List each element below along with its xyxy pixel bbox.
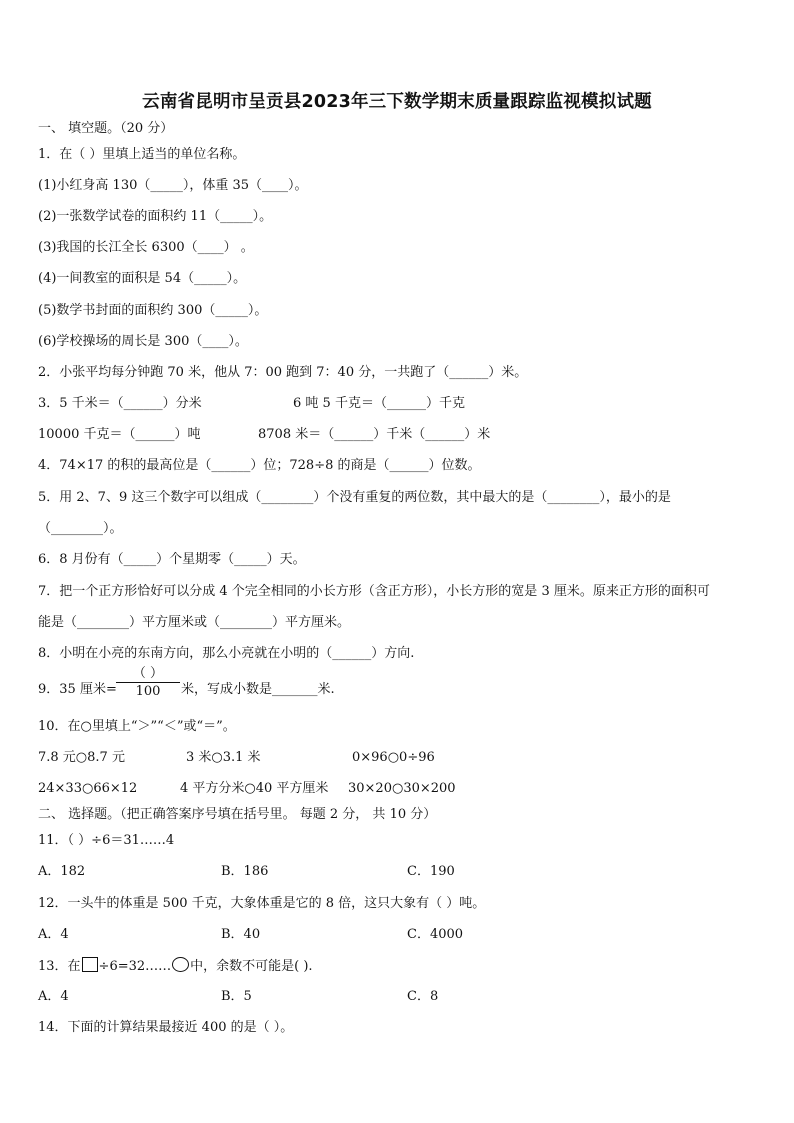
option-b: B．40	[221, 927, 261, 942]
section-2-heading: 二、 选择题。（把正确答案序号填在括号里。 每题 2 分， 共 10 分）	[38, 807, 437, 822]
question-3-part-a: 3．5 千米＝（______）分米	[38, 396, 202, 411]
compare-item: 0×96○0÷96	[352, 750, 435, 765]
option-a: A．182	[38, 864, 86, 879]
compare-item: 30×20○30×200	[348, 781, 456, 796]
blank-square-icon	[82, 957, 98, 972]
option-a: A．4	[38, 927, 69, 942]
option-b: B．5	[221, 989, 252, 1004]
compare-item: 7.8 元○8.7 元	[38, 750, 125, 765]
question-1-part-4: (4)一间教室的面积是 54（_____）。	[38, 271, 247, 286]
question-13-middle: ÷6=32……	[98, 959, 172, 974]
option-b: B．186	[221, 864, 269, 879]
question-3-part-d: 8708 米＝（______）千米（______）米	[258, 427, 491, 442]
question-3-part-c: 10000 千克＝（______）吨	[38, 427, 201, 442]
question-9-prefix: 9．35 厘米=	[38, 682, 117, 697]
question-4: 4．74×17 的积的最高位是（______）位；728÷8 的商是（______）位数。	[38, 458, 481, 473]
question-1-part-5: (5)数学书封面的面积约 300（_____）。	[38, 303, 268, 318]
question-14-stem: 14．下面的计算结果最接近 400 的是（ ）。	[38, 1020, 294, 1035]
question-5-line-2: （________）。	[38, 521, 123, 536]
question-6: 6．8 月份有（_____）个星期零（_____）天。	[38, 552, 306, 567]
question-7-line-1: 7．把一个正方形恰好可以分成 4 个完全相同的小长方形（含正方形），小长方形的宽是 3 厘米。原来正方形的面积可	[38, 584, 710, 599]
question-2: 2．小张平均每分钟跑 70 米，他从 7：00 跑到 7：40 分，一共跑了（______）米。	[38, 365, 528, 380]
question-11-stem: 11．（ ）÷6＝31……4	[38, 833, 175, 848]
question-13-suffix: 中，余数不可能是( ).	[190, 959, 313, 974]
fraction-denominator: 100	[116, 682, 180, 700]
question-13-stem	[38, 957, 313, 976]
question-1-stem: 1．在（ ）里填上适当的单位名称。	[38, 147, 246, 162]
blank-circle-icon	[172, 957, 189, 972]
page-title: 云南省昆明市呈贡县2023年三下数学期末质量跟踪监视模拟试题	[142, 92, 652, 112]
option-a: A．4	[38, 989, 69, 1004]
question-1-part-1: (1)小红身高 130（_____），体重 35（____）。	[38, 178, 308, 193]
question-13-prefix: 13．在	[38, 959, 81, 974]
question-9-fraction	[116, 666, 180, 700]
compare-item: 3 米○3.1 米	[186, 750, 261, 765]
question-12-stem: 12．一头牛的体重是 500 千克，大象体重是它的 8 倍，这只大象有（ ）吨。	[38, 896, 486, 911]
question-1-part-6: (6)学校操场的周长是 300（____）。	[38, 334, 248, 349]
question-5-line-1: 5．用 2、7、9 这三个数字可以组成（________）个没有重复的两位数，其中最大的是（________），最小的是	[38, 490, 671, 505]
question-8: 8．小明在小亮的东南方向，那么小亮就在小明的（______）方向.	[38, 646, 415, 661]
option-c: C．190	[407, 864, 455, 879]
question-1-part-2: (2)一张数学试卷的面积约 11（_____）。	[38, 209, 273, 224]
question-10-stem: 10．在○里填上“＞”“＜”或“＝”。	[38, 719, 236, 734]
fraction-numerator: （ ）	[132, 666, 164, 681]
question-3-part-b: 6 吨 5 千克＝（______）千克	[293, 396, 465, 411]
compare-item: 24×33○66×12	[38, 781, 138, 796]
compare-item: 4 平方分米○40 平方厘米	[180, 781, 329, 796]
question-1-part-3: (3)我国的长江全长 6300（____） 。	[38, 240, 254, 255]
option-c: C．8	[407, 989, 439, 1004]
option-c: C．4000	[407, 927, 464, 942]
section-1-heading: 一、 填空题。（20 分）	[38, 121, 174, 136]
question-7-line-2: 能是（________）平方厘米或（________）平方厘米。	[38, 615, 351, 630]
question-9-suffix: 米，写成小数是_______米.	[181, 682, 335, 697]
